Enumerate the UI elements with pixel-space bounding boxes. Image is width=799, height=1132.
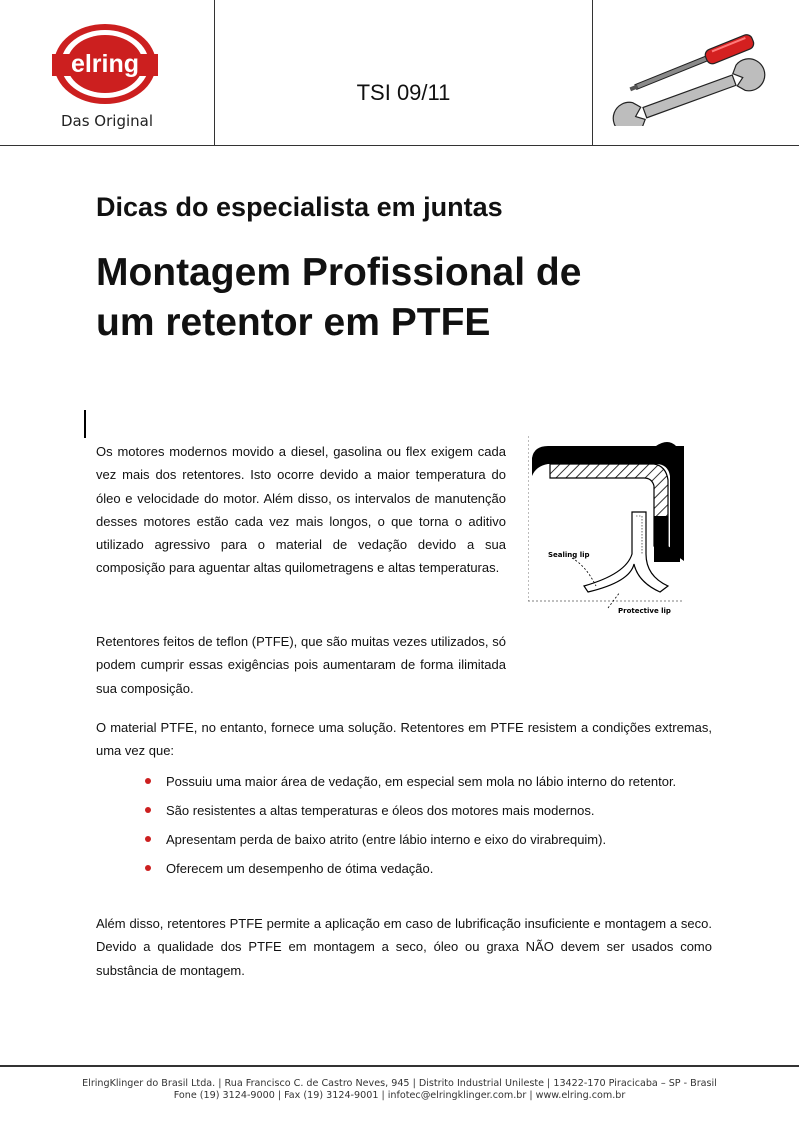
seal-cross-section-diagram [528, 436, 688, 616]
footer-contact: Fone (19) 3124-9000 | Fax (19) 3124-9001 | infotec@elringklinger.com.br | www.elring.com.br [173, 1090, 626, 1101]
tools-cell [592, 0, 799, 145]
page-subtitle: Dicas do especialista em juntas [96, 192, 503, 222]
logo-cell [0, 0, 214, 145]
footer-divider [0, 1065, 799, 1067]
page-title [96, 248, 756, 348]
list-item-text: Oferecem um desempenho de ótima vedação. [166, 861, 434, 876]
bullet-icon [145, 836, 151, 842]
list-item-text: Apresentam perda de baixo atrito (entre lábio interno e eixo do virabrequim). [166, 832, 607, 847]
elring-logo [52, 22, 158, 106]
logo-text: elring [70, 50, 140, 78]
list-item-text: Possuiu uma maior área de vedação, em especial sem mola no lábio interno do retentor. [166, 774, 677, 789]
list-item [142, 772, 676, 801]
bullet-icon [145, 778, 151, 784]
advantages-list [142, 772, 676, 888]
document-footer [0, 1078, 799, 1102]
label-protective-lip: Protective lip [618, 607, 671, 615]
bullet-icon [145, 865, 151, 871]
paragraph-1: Os motores modernos movido a diesel, gasolina ou flex exigem cada vez mais dos retentores. Isto ocorre devido a maior temperatura do óleo e velocidade do motor. Além disso, os intervalos de manutenção desses motores estão cada vez mais longos, o que torna o aditivo utilizado agressivo para o material de vedação devido a sua composição para aguentar altas quilometragens e altas temperaturas. [96, 444, 506, 576]
paragraph-3: O material PTFE, no entanto, fornece uma solução. Retentores em PTFE resistem a condições extremas, uma vez que: [96, 720, 712, 759]
document-code: TSI 09/11 [356, 80, 451, 105]
title-line-2: um retentor em PTFE [96, 301, 491, 344]
list-item [142, 859, 676, 888]
list-item [142, 801, 676, 830]
text-cursor-bar [84, 410, 86, 438]
footer-address: ElringKlinger do Brasil Ltda. | Rua Francisco C. de Castro Neves, 945 | Distrito Industrial Unileste | 13422-170 Piracicaba – SP - Brasil [82, 1078, 717, 1089]
label-sealing-lip: Sealing lip [548, 551, 590, 559]
logo-tagline: Das Original [60, 112, 154, 130]
paragraph-2: Retentores feitos de teflon (PTFE), que são muitas vezes utilizados, só podem cumprir essas exigências pois aumentaram de forma ilimitada sua composição. [96, 634, 506, 696]
list-item [142, 830, 676, 859]
document-code-cell [214, 0, 593, 145]
list-item-text: São resistentes a altas temperaturas e óleos dos motores mais modernos. [166, 803, 595, 818]
title-line-1: Montagem Profissional de [96, 251, 582, 294]
document-header [0, 0, 799, 146]
paragraph-4: Além disso, retentores PTFE permite a aplicação em caso de lubrificação insuficiente e montagem a seco. Devido a qualidade dos PTFE em montagem a seco, óleo ou graxa NÃO devem ser usados como substância de montagem. [96, 916, 712, 978]
screwdriver-wrench-icon [612, 26, 772, 126]
bullet-icon [145, 807, 151, 813]
